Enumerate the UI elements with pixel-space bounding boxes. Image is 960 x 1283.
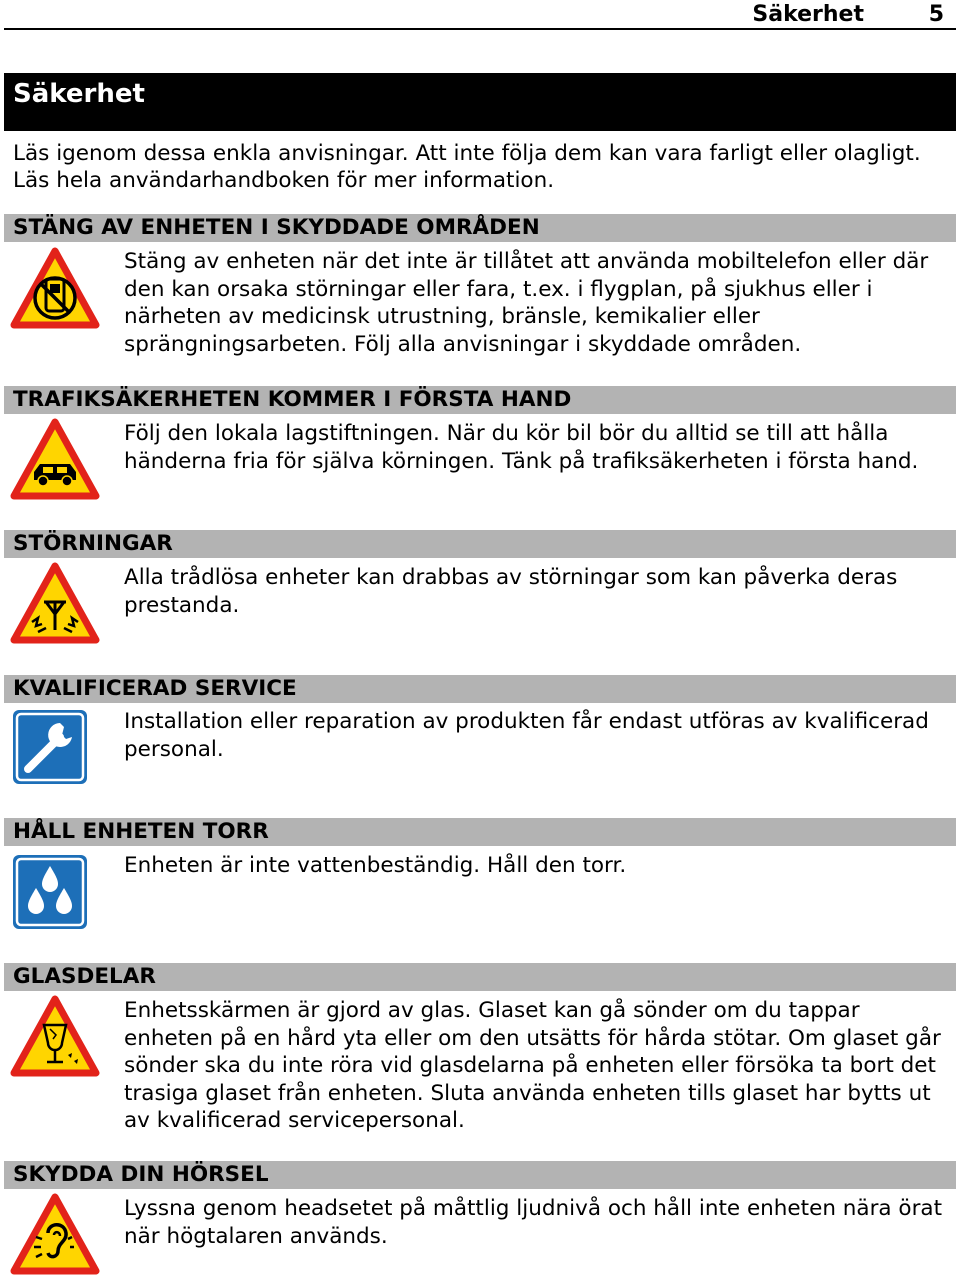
chapter-title-band: [4, 73, 956, 131]
broken-glass-warning-icon: [10, 995, 100, 1077]
section-heading-bar: [4, 963, 956, 991]
section-heading-bar: [4, 386, 956, 414]
section-heading: STÄNG AV ENHETEN I SKYDDADE OMRÅDEN: [13, 215, 540, 240]
page-number: 5: [928, 2, 944, 27]
intro-text: [13, 140, 948, 194]
section-heading-bar: [4, 818, 956, 846]
page-header: [4, 0, 956, 30]
car-warning-icon: [10, 418, 100, 500]
wrench-icon: [10, 707, 90, 787]
header-section-title: Säkerhet: [752, 2, 864, 27]
section-heading: STÖRNINGAR: [13, 531, 173, 556]
section-text: Lyssna genom headsetet på måttlig ljudnivå och håll inte enheten nära örat när högtalaren används.: [124, 1196, 943, 1249]
section-heading: TRAFIKSÄKERHETEN KOMMER I FÖRSTA HAND: [13, 387, 572, 412]
section-text: Alla trådlösa enheter kan drabbas av störningar som kan påverka deras prestanda.: [124, 565, 898, 618]
section-heading-bar: [4, 675, 956, 703]
chapter-title: Säkerhet: [13, 79, 145, 109]
section-heading: GLASDELAR: [13, 964, 156, 989]
intro-line-1: Läs igenom dessa enkla anvisningar. Att inte följa dem kan vara farligt eller olagligt.: [13, 141, 921, 166]
interference-warning-icon: [10, 562, 100, 644]
section-text: Enheten är inte vattenbeständig. Håll den torr.: [124, 853, 627, 878]
water-drops-icon: [10, 852, 90, 932]
hearing-warning-icon: [10, 1193, 100, 1275]
section-heading: HÅLL ENHETEN TORR: [13, 819, 269, 844]
section-text: Stäng av enheten när det inte är tillåtet att använda mobiltelefon eller där den kan orsaka störningar eller fara, t.ex. i flygplan, på sjukhus eller i närheten av medicinsk utrustning, bränsle, kemikalier eller sprängningsarbeten. Följ alla anvisningar i skyddade områden.: [124, 249, 929, 357]
section-heading: SKYDDA DIN HÖRSEL: [13, 1162, 269, 1187]
section-heading: KVALIFICERAD SERVICE: [13, 676, 297, 701]
phone-prohibited-icon: [10, 247, 100, 329]
section-heading-bar: [4, 214, 956, 242]
section-text: Följ den lokala lagstiftningen. När du kör bil bör du alltid se till att hålla händerna fria för själva körningen. Tänk på trafiksäkerheten i första hand.: [124, 421, 919, 474]
section-heading-bar: [4, 530, 956, 558]
section-text: Installation eller reparation av produkten får endast utföras av kvalificerad personal.: [124, 709, 929, 762]
intro-line-2: Läs hela användarhandboken för mer information.: [13, 168, 555, 193]
section-heading-bar: [4, 1161, 956, 1189]
section-text: Enhetsskärmen är gjord av glas. Glaset kan gå sönder om du tappar enheten på en hård yta eller om den utsätts för hårda stötar. Om glaset går sönder ska du inte röra vid glasdelarna på enheten eller försöka ta bort det trasiga glaset från enheten. Sluta använda enheten tills glaset har bytts ut av kvalificerad servicepersonal.: [124, 998, 941, 1133]
